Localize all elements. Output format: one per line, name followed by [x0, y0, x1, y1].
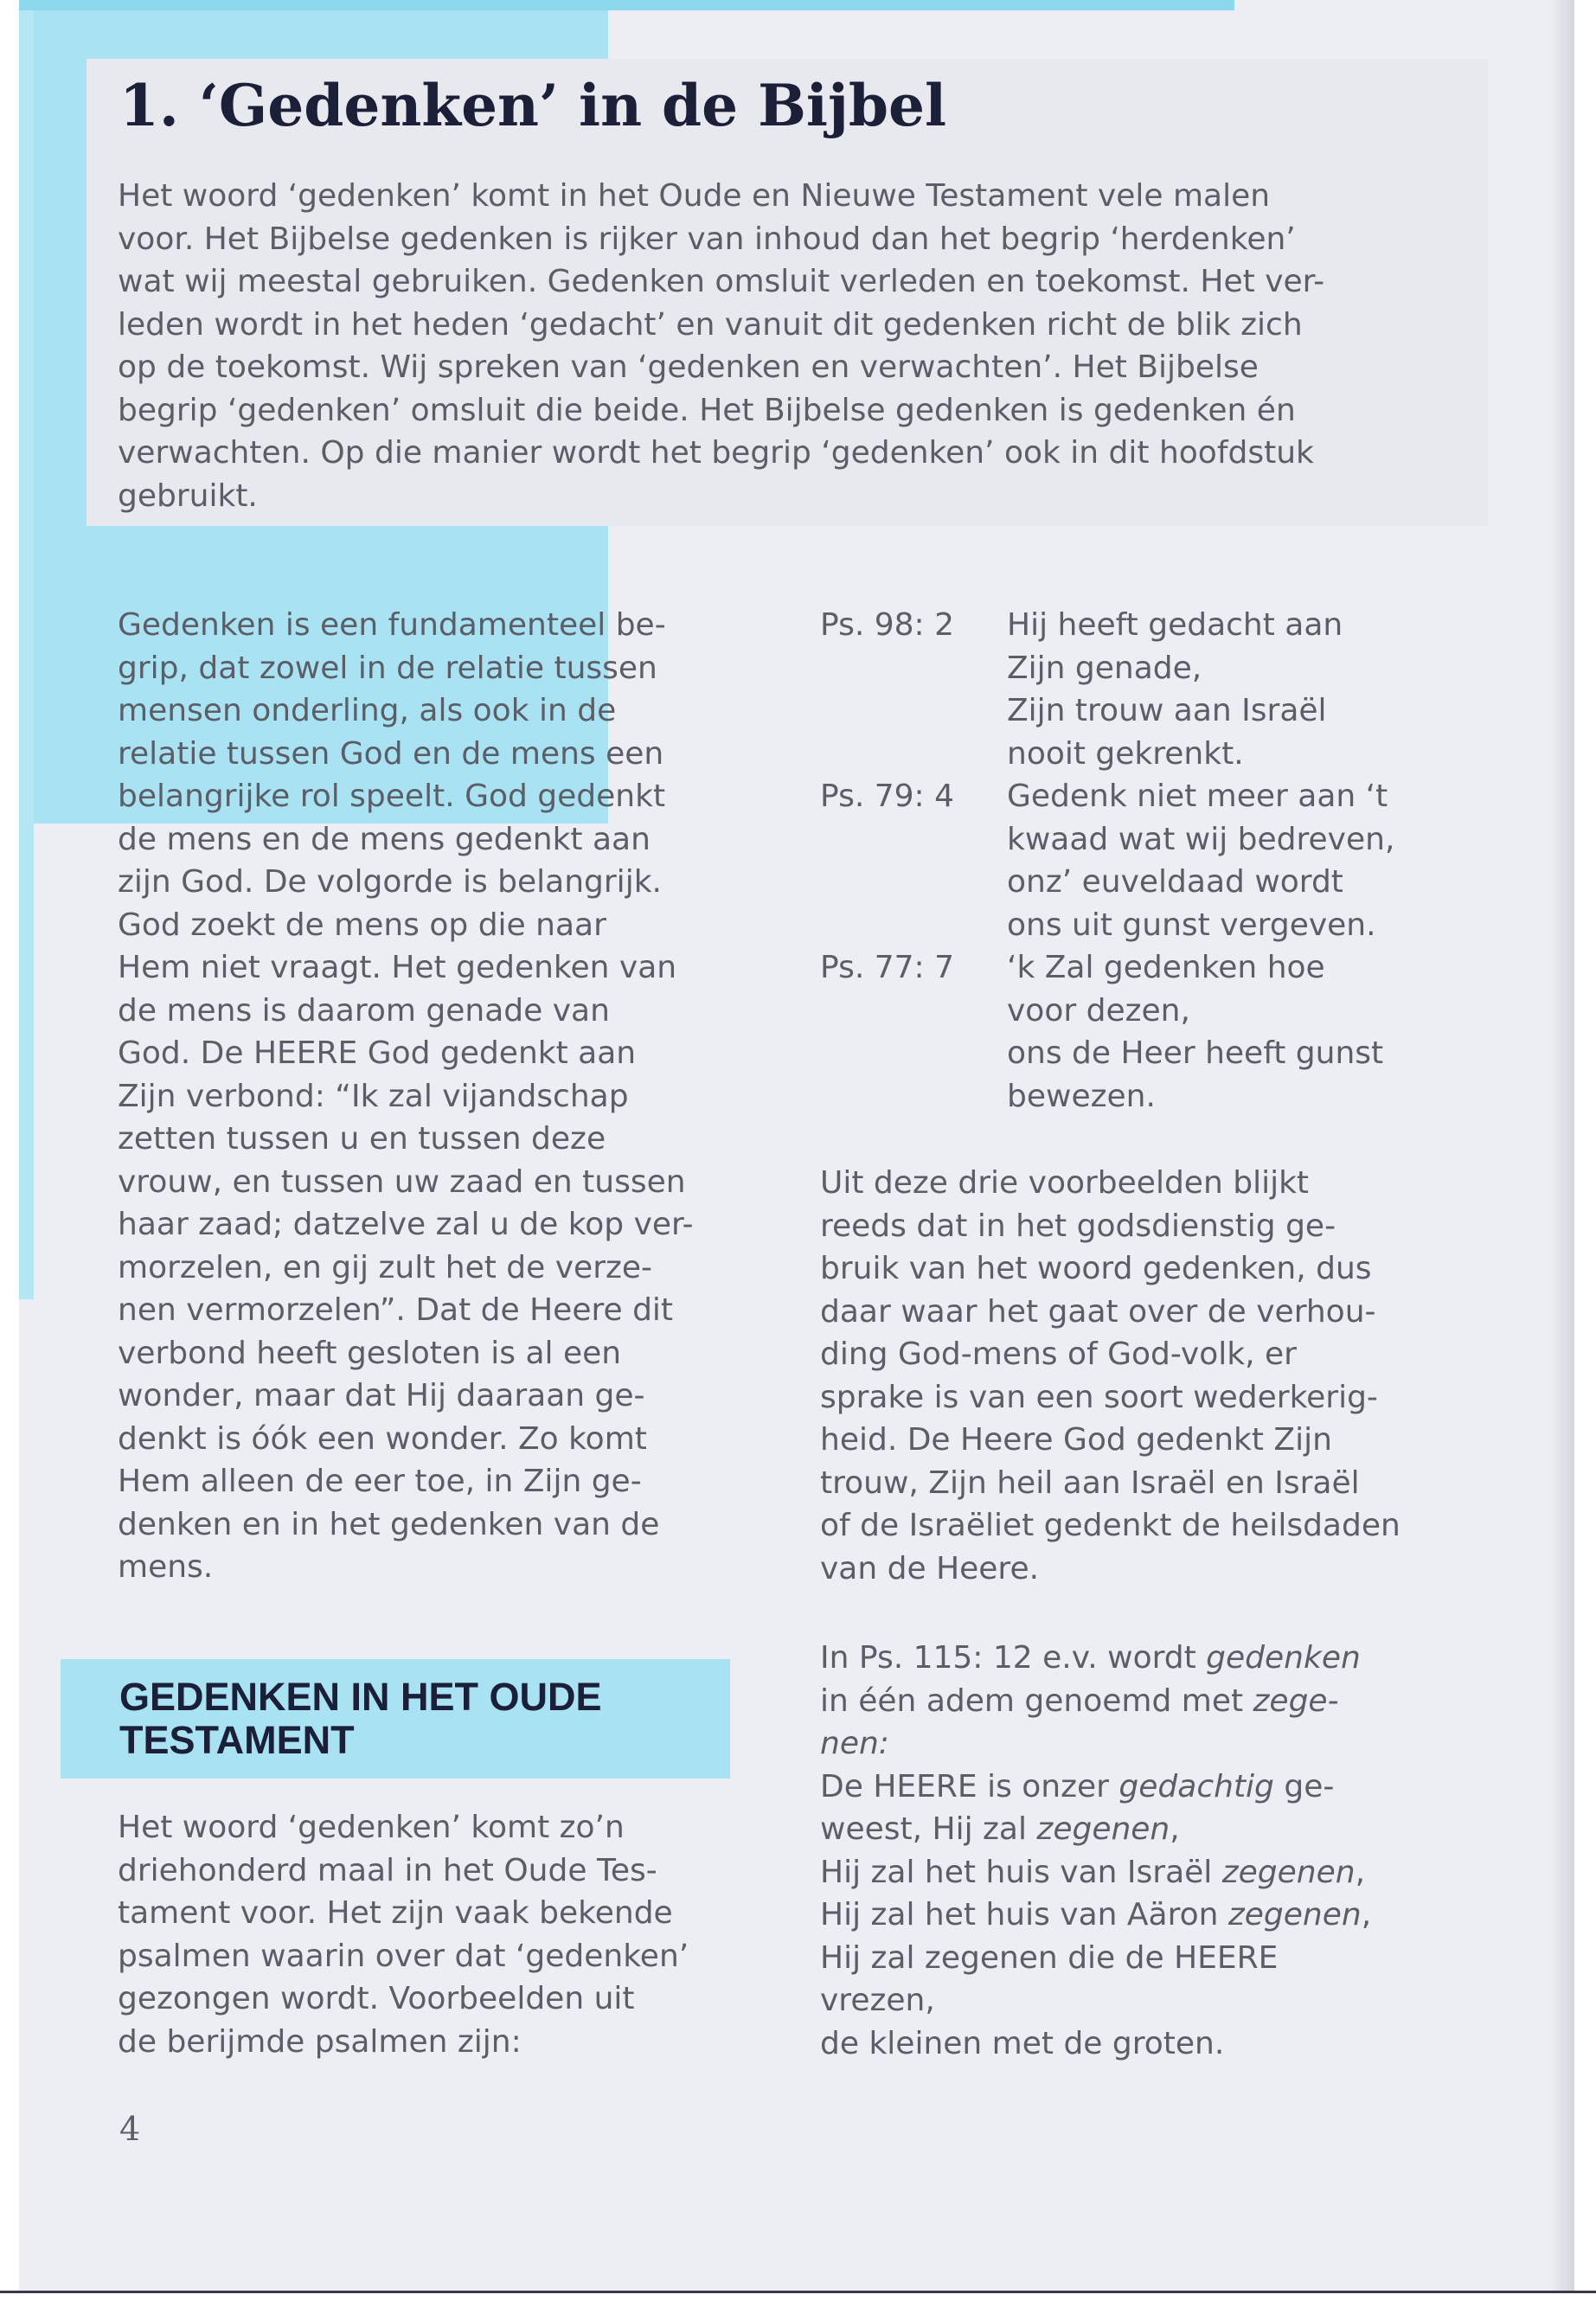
poem-line [820, 1894, 1460, 1937]
body-line: God. De HEERE God gedenkt aan [118, 1035, 637, 1071]
body-line: ding God-mens of God-volk, er [820, 1336, 1297, 1372]
body-line: de berijmde psalmen zijn: [118, 2023, 522, 2060]
body-line: reeds dat in het godsdienstig ge- [820, 1208, 1336, 1244]
body-line: tament voor. Het zijn vaak bekende [118, 1895, 673, 1931]
text-run: , [1170, 1811, 1180, 1847]
body-line: zetten tussen u en tussen deze [118, 1121, 606, 1157]
body-line: relatie tussen God en de mens een [118, 735, 664, 772]
left-column-paragraph [118, 604, 740, 1589]
psalm-line: ons uit gunst vergeven. [1007, 907, 1376, 943]
psalm-line: voor dezen, [1007, 992, 1190, 1029]
emphasis-text: zegenen [1221, 1854, 1356, 1890]
body-line: vrouw, en tussen uw zaad en tussen [118, 1163, 686, 1200]
body-line: trouw, Zijn heil aan Israël en Israël [820, 1465, 1360, 1501]
body-line: nen vermorzelen”. Dat de Heere dit [118, 1292, 674, 1328]
intro-line: verwachten. Op die manier wordt het begrip ‘gedenken’ ook in dit hoofdstuk [118, 435, 1314, 471]
psalm-line: Hij heeft gedacht aan [1007, 607, 1343, 643]
psalm-115-passage [820, 1637, 1460, 2065]
body-line: gezongen wordt. Voorbeelden uit [118, 1981, 635, 2016]
left-accent-bar [19, 10, 34, 1299]
section-heading: GEDENKEN IN HET OUDE TESTAMENT [119, 1675, 602, 1762]
page-number: 4 [119, 2110, 141, 2148]
poem-line: Hij zal zegenen die de HEERE [820, 1939, 1279, 1976]
psalm-text [1007, 604, 1491, 775]
text-run: , [1355, 1854, 1366, 1890]
body-line: de mens is daarom genade van [118, 992, 610, 1029]
text-run: De HEERE is onzer [820, 1768, 1119, 1804]
psalm-text [1007, 946, 1491, 1118]
psalm-line: kwaad wat wij bedreven, [1007, 821, 1395, 857]
body-line [820, 1680, 1460, 1723]
text-run: Hij zal het huis van Israël [820, 1854, 1222, 1890]
psalm-line: nooit gekrenkt. [1007, 735, 1244, 772]
top-accent-strip [19, 0, 1234, 10]
body-line: Hem niet vraagt. Het gedenken van [118, 950, 677, 985]
emphasis-text: gedenken [1206, 1640, 1361, 1676]
psalm-line: Zijn genade, [1007, 650, 1202, 686]
poem-line [820, 1766, 1460, 1809]
intro-line: leden wordt in het heden ‘gedacht’ en vanuit dit gedenken richt de blik zich [118, 306, 1303, 343]
intro-line: voor. Het Bijbelse gedenken is rijker van inhoud dan het begrip ‘herdenken’ [118, 221, 1296, 257]
text-run: weest, Hij zal [820, 1811, 1037, 1847]
poem-line [820, 1808, 1460, 1851]
psalm-line: bewezen. [1007, 1078, 1156, 1114]
text-run: , [1361, 1897, 1372, 1932]
psalm-line: ‘k Zal gedenken hoe [1007, 950, 1325, 985]
intro-paragraph [118, 175, 1484, 517]
body-line: denken en in het gedenken van de [118, 1506, 660, 1542]
body-line [820, 1722, 1460, 1766]
intro-line: Het woord ‘gedenken’ komt in het Oude en Nieuwe Testament vele malen [118, 178, 1271, 214]
text-run: In Ps. 115: 12 e.v. wordt [820, 1640, 1207, 1676]
body-line: zijn God. De volgorde is belangrijk. [118, 864, 662, 900]
body-line [820, 1637, 1460, 1680]
psalm-line: onz’ euveldaad wordt [1007, 864, 1343, 900]
psalm-line: Zijn trouw aan Israël [1007, 693, 1327, 728]
poem-line [820, 1851, 1460, 1894]
body-line: heid. De Heere God gedenkt Zijn [820, 1422, 1332, 1458]
body-line: psalmen waarin over dat ‘gedenken’ [118, 1938, 689, 1974]
psalm-reference: Ps. 79: 4 [820, 779, 955, 814]
psalm-reference: Ps. 77: 7 [820, 950, 955, 985]
body-line: Hem alleen de eer toe, in Zijn ge- [118, 1464, 642, 1499]
body-line: de mens en de mens gedenkt aan [118, 821, 651, 857]
body-line: sprake is van een soort wederkerig- [820, 1379, 1378, 1415]
emphasis-text: zegenen [1227, 1897, 1362, 1932]
psalm-line: ons de Heer heeft gunst [1007, 1035, 1384, 1071]
intro-line: begrip ‘gedenken’ omsluit die beide. Het Bijbelse gedenken is gedenken én [118, 392, 1296, 428]
body-line: morzelen, en gij zult het de verze- [118, 1249, 653, 1285]
body-line: haar zaad; datzelve zal u de kop ver- [118, 1207, 694, 1242]
body-line: verbond heeft gesloten is al een [118, 1335, 622, 1371]
body-line: mens. [118, 1549, 214, 1585]
page-edge-shadow [1550, 0, 1574, 2292]
bottom-rule [0, 2291, 1596, 2293]
right-column-paragraph [820, 1162, 1452, 1590]
emphasis-text: gedachtig [1118, 1768, 1274, 1804]
body-line: of de Israëliet gedenkt de heilsdaden [820, 1508, 1401, 1543]
text-run: Hij zal het huis van Aäron [820, 1897, 1228, 1932]
poem-line: de kleinen met de groten. [820, 2025, 1225, 2061]
emphasis-text: zegenen [1036, 1811, 1170, 1847]
body-line: grip, dat zowel in de relatie tussen [118, 650, 657, 686]
psalm-reference: Ps. 98: 2 [820, 607, 955, 643]
intro-line: gebruikt. [118, 478, 258, 514]
body-line: God zoekt de mens op die naar [118, 907, 606, 943]
page-title: 1. ‘Gedenken’ in de Bijbel [119, 72, 947, 139]
body-line: Zijn verbond: “Ik zal vijandschap [118, 1078, 629, 1114]
psalm-text [1007, 775, 1491, 946]
body-line: bruik van het woord gedenken, dus [820, 1251, 1372, 1286]
body-line: belangrijke rol speelt. God gedenkt [118, 779, 666, 814]
text-run: in één adem genoemd met [820, 1682, 1253, 1719]
emphasis-text: nen: [820, 1726, 889, 1761]
body-line: Gedenken is een fundamenteel be- [118, 607, 666, 643]
body-line: mensen onderling, als ook in de [118, 693, 617, 728]
body-line: Uit deze drie voorbeelden blijkt [820, 1165, 1310, 1201]
intro-line: wat wij meestal gebruiken. Gedenken omsluit verleden en toekomst. Het ver- [118, 264, 1325, 299]
poem-line: vrezen, [820, 1983, 935, 2018]
emphasis-text: zege- [1253, 1682, 1339, 1719]
body-line: van de Heere. [820, 1550, 1040, 1586]
body-line: denkt is óók een wonder. Zo komt [118, 1420, 647, 1457]
text-run: ge- [1273, 1768, 1335, 1804]
psalm-line: Gedenk niet meer aan ‘t [1007, 779, 1388, 814]
body-line: daar waar het gaat over de verhou- [820, 1293, 1376, 1330]
body-line: Het woord ‘gedenken’ komt zo’n [118, 1810, 625, 1845]
intro-line: op de toekomst. Wij spreken van ‘gedenken en verwachten’. Het Bijbelse [118, 349, 1259, 385]
section-paragraph [118, 1806, 740, 2063]
body-line: driehonderd maal in het Oude Tes- [118, 1852, 657, 1888]
body-line: wonder, maar dat Hij daaraan ge- [118, 1378, 645, 1413]
